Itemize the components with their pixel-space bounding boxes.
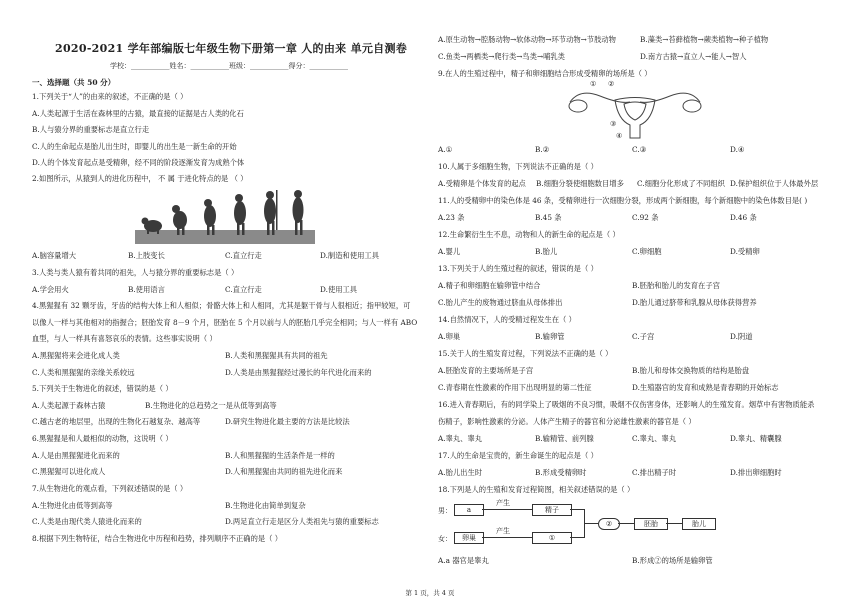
q2-stem: 2.如图所示，从猿到人的进化历程中， 不 属 于进化特点的是 （ ） — [32, 174, 248, 183]
q1-option-b: B.人与猿分界的重要标志是直立行走 — [32, 125, 150, 134]
q8-option-a: A.原生动物→腔肠动物→软体动物→环节动物→节肢动物 — [438, 35, 616, 44]
q7-option-c: C.人类是由现代类人猿进化而来的 — [32, 517, 142, 526]
q4-option-d: D.人类是由黑猩猩经过漫长的年代进化而来的 — [225, 368, 372, 377]
q7-stem: 7.从生物进化的观点看，下列叙述错误的是（ ） — [32, 484, 188, 493]
q4-option-c: C.人类和黑猩猩的亲缘关系较远 — [32, 368, 135, 377]
q16-stem-line2: 伤精子，影响性激素的分泌。人体产生精子的器官和分泌雄性激素的器官是（ ） — [438, 417, 696, 426]
q8-option-d: D.南方古猿→直立人→能人→智人 — [640, 52, 747, 61]
flow-arrow — [618, 523, 634, 524]
q3-option-c: C.直立行走 — [225, 285, 262, 294]
flow-female-label: 女： — [438, 535, 452, 543]
q7-option-a: A.生物进化由低等到高等 — [32, 501, 113, 510]
q10-stem: 10.人属于多细胞生物，下列说法不正确的是（ ） — [438, 162, 598, 171]
page-footer: 第 1 页，共 4 页 — [405, 589, 455, 597]
q2-option-a: A.脑容量增大 — [32, 251, 77, 260]
q10-option-d: D.保护组织位于人体最外层 — [730, 179, 819, 188]
q5-option-c: C.越古老的地层里，出现的生物化石越复杂、越高等 — [32, 417, 201, 426]
q17-option-a: A.胎儿出生时 — [438, 468, 483, 477]
flow-box-a: a — [454, 504, 484, 516]
q17-option-d: D.排出卵细胞时 — [730, 468, 782, 477]
q16-option-d: D.睾丸、精囊腺 — [730, 434, 782, 443]
q14-stem: 14.自然情况下，人的受精过程发生在（ ） — [438, 315, 576, 324]
q3-option-a: A.学会用火 — [32, 285, 69, 294]
q17-stem: 17.人的生命是宝贵的，新生命诞生的起点是（ ） — [438, 451, 598, 460]
q1-stem: 1.下列关于“人”的由来的叙述，不正确的是（ ） — [32, 92, 188, 101]
q13-option-a: A.精子和卵细胞在输卵管中结合 — [438, 281, 541, 290]
q3-option-d: D.使用工具 — [320, 285, 358, 294]
q1-option-d: D.人的个体发育起点是受精卵，经不同的阶段逐渐发育为成熟个体 — [32, 158, 245, 167]
q14-option-a: A.卵巢 — [438, 332, 461, 341]
q7-option-d: D.两足直立行走是区分人类祖先与猿的重要标志 — [225, 517, 379, 526]
q8-option-b: B.藻类→苔藓植物→蕨类植物→种子植物 — [640, 35, 769, 44]
flow-box-fetus: 胎儿 — [682, 518, 716, 530]
q17-option-c: C.排出精子时 — [632, 468, 677, 477]
q1-option-a: A.人类起源于生活在森林里的古猿，最直接的证据是古人类的化石 — [32, 109, 244, 118]
q7-option-b: B.生物进化由简单到复杂 — [225, 501, 306, 510]
flow-arrow — [482, 509, 532, 510]
q14-option-c: C.子宫 — [632, 332, 655, 341]
q5-option-a: A.人类起源于森林古猿 — [32, 401, 106, 410]
flow-male-label: 男： — [438, 507, 452, 515]
q13-option-c: C.胎儿产生的废物通过脐血从母体排出 — [438, 298, 563, 307]
q12-option-d: D.受精卵 — [730, 247, 760, 256]
flow-produce-2: 产生 — [496, 527, 510, 535]
q14-option-b: B.输卵管 — [535, 332, 565, 341]
flow-box-sperm: 精子 — [532, 504, 572, 516]
q5-option-b: B.生物进化的总趋势之一是从低等到高等 — [145, 401, 277, 410]
flow-arrow — [570, 509, 584, 510]
q8-stem: 8.根据下列生物特征，结合生物进化中历程和趋势，排列顺序不正确的是（ ） — [32, 534, 283, 543]
q6-option-b: B.人和黑猩猩的生活条件是一样的 — [225, 451, 335, 460]
flow-box-two: ② — [598, 518, 620, 530]
figure-label-1: ① — [590, 80, 597, 88]
q8-option-c: C.鱼类→两栖类→爬行类→鸟类→哺乳类 — [438, 52, 565, 61]
figure-label-4: ④ — [616, 132, 623, 140]
q1-option-c: C.人的生命起点是胎儿出生时，即婴儿的出生是一新生命的开始 — [32, 142, 237, 151]
q13-option-b: B.胚胎和胎儿的发育在子宫 — [632, 281, 720, 290]
q4-option-b: B.人类和黑猩猩具有共同的祖先 — [225, 351, 328, 360]
q14-option-d: D.阴道 — [730, 332, 753, 341]
student-info-line: 学校：___________姓名：___________班级：___________得分：___________ — [110, 62, 348, 70]
q5-stem: 5.下列关于生物进化的叙述，错误的是（ ） — [32, 384, 173, 393]
q18-stem: 18.下列是人的生殖和发育过程简图，相关叙述错误的是（ ） — [438, 485, 635, 494]
q10-option-a: A.受精卵是个体发育的起点 — [438, 179, 526, 188]
q3-option-b: B.使用语言 — [128, 285, 165, 294]
q4-option-a: A.黑猩猩将来会进化成人类 — [32, 351, 120, 360]
q12-option-c: C.卵细胞 — [632, 247, 662, 256]
q9-option-c: C.③ — [632, 145, 647, 154]
q15-stem: 15.关于人的生殖发育过程，下列说法不正确的是（ ） — [438, 349, 613, 358]
q13-stem: 13.下列关于人的生殖过程的叙述，错误的是（ ） — [438, 264, 598, 273]
q15-option-a: A.胚胎发育的主要场所是子宫 — [438, 366, 534, 375]
q9-option-a: A.① — [438, 145, 453, 154]
q11-option-d: D.46 条 — [730, 213, 757, 222]
q12-option-b: B.胎儿 — [535, 247, 558, 256]
q18-option-b: B.形成②的场所是输卵管 — [632, 556, 713, 565]
q17-option-b: B.形成受精卵时 — [535, 468, 587, 477]
figure-label-3: ③ — [610, 120, 617, 128]
q6-stem: 6.黑猩猩是和人最相似的动物，这说明（ ） — [32, 434, 173, 443]
q12-stem: 12.生命繁衍生生不息，动物和人的新生命的起点是（ ） — [438, 230, 620, 239]
flow-box-ovary: 卵巢 — [454, 532, 484, 544]
figure-label-2: ② — [608, 80, 615, 88]
q9-option-b: B.② — [535, 145, 550, 154]
q2-option-d: D.制造和使用工具 — [320, 251, 379, 260]
q4-stem-line1: 4.黑猩猩有 32 颗牙齿，牙齿的结构大体上和人相似；骨骼大体上和人相同，尤其是躯干骨与人很相近；指甲较短，可 — [32, 301, 411, 310]
q10-option-c: C.细胞分化形成了不同组织 — [637, 179, 725, 188]
q11-option-a: A.23 条 — [438, 213, 465, 222]
q6-option-c: C.黑猩猩可以进化成人 — [32, 467, 106, 476]
q16-option-c: C.睾丸、睾丸 — [632, 434, 677, 443]
q4-stem-line2: 以像人一样与其他相对的指握合；胚胎发育 8－9 个月，胚胎在 5 个月以前与人的胚胎几乎完全相同；与人一样有 ABO — [32, 318, 418, 327]
q15-option-b: B.胎儿和母体交换物质的结构是胎盘 — [632, 366, 750, 375]
flow-box-embryo: 胚胎 — [634, 518, 668, 530]
q5-option-d: D.研究生物进化最主要的方法是比较法 — [225, 417, 350, 426]
q16-option-a: A.睾丸、睾丸 — [438, 434, 483, 443]
q9-stem: 9.在人的生殖过程中，精子和卵细胞结合形成受精卵的场所是（ ） — [438, 69, 652, 78]
human-evolution-figure — [135, 186, 315, 246]
section-heading: 一、选择题（共 50 分） — [32, 78, 116, 87]
q12-option-a: A.婴儿 — [438, 247, 461, 256]
q2-option-c: C.直立行走 — [225, 251, 262, 260]
flow-box-one: ① — [532, 532, 572, 544]
q15-option-c: C.青春期在性激素的作用下出现明显的第二性征 — [438, 383, 592, 392]
q6-option-d: D.人和黑猩猩由共同的祖先进化而来 — [225, 467, 343, 476]
flow-arrow — [482, 537, 532, 538]
q3-stem: 3.人类与类人猿有着共同的祖先，人与猿分界的重要标志是（ ） — [32, 268, 239, 277]
q15-option-d: D.生殖器官的发育和成熟是青春期的开始标志 — [632, 383, 779, 392]
q10-option-b: B.细胞分裂使细胞数目增多 — [536, 179, 624, 188]
q9-option-d: D.④ — [730, 145, 745, 154]
q11-option-c: C.92 条 — [632, 213, 659, 222]
q13-option-d: D.胎儿通过脐带和乳腺从母体获得营养 — [632, 298, 757, 307]
q16-option-b: B.输精管、前列腺 — [535, 434, 594, 443]
page-title: 2020-2021 学年部编版七年级生物下册第一章 人的由来 单元自测卷 — [55, 42, 408, 55]
flow-arrow — [584, 523, 598, 524]
q6-option-a: A.人是由黑猩猩进化而来的 — [32, 451, 120, 460]
flow-arrow — [666, 523, 682, 524]
q2-option-b: B.上肢变长 — [128, 251, 165, 260]
q4-stem-line3: 血型，与人一样具有喜怒哀乐的表情。这些事实说明（ ） — [32, 334, 217, 343]
female-reproductive-figure — [560, 80, 710, 140]
q18-option-a: A.a 器官是睾丸 — [438, 556, 489, 565]
q16-stem-line1: 16.进入青春期后，有的同学染上了吸烟的不良习惯，吸烟不仅伤害身体，还影响人的生殖发育。烟草中有害物质能杀 — [438, 400, 815, 409]
reproduction-flow-diagram — [438, 498, 738, 548]
q11-option-b: B.45 条 — [535, 213, 562, 222]
q11-stem: 11.人的受精卵中的染色体是 46 条，受精卵进行一次细胞分裂，形成两个新细胞，每个新细胞中的染色体数目是( ) — [438, 196, 808, 205]
flow-produce-1: 产生 — [496, 499, 510, 507]
flow-arrow — [570, 537, 584, 538]
